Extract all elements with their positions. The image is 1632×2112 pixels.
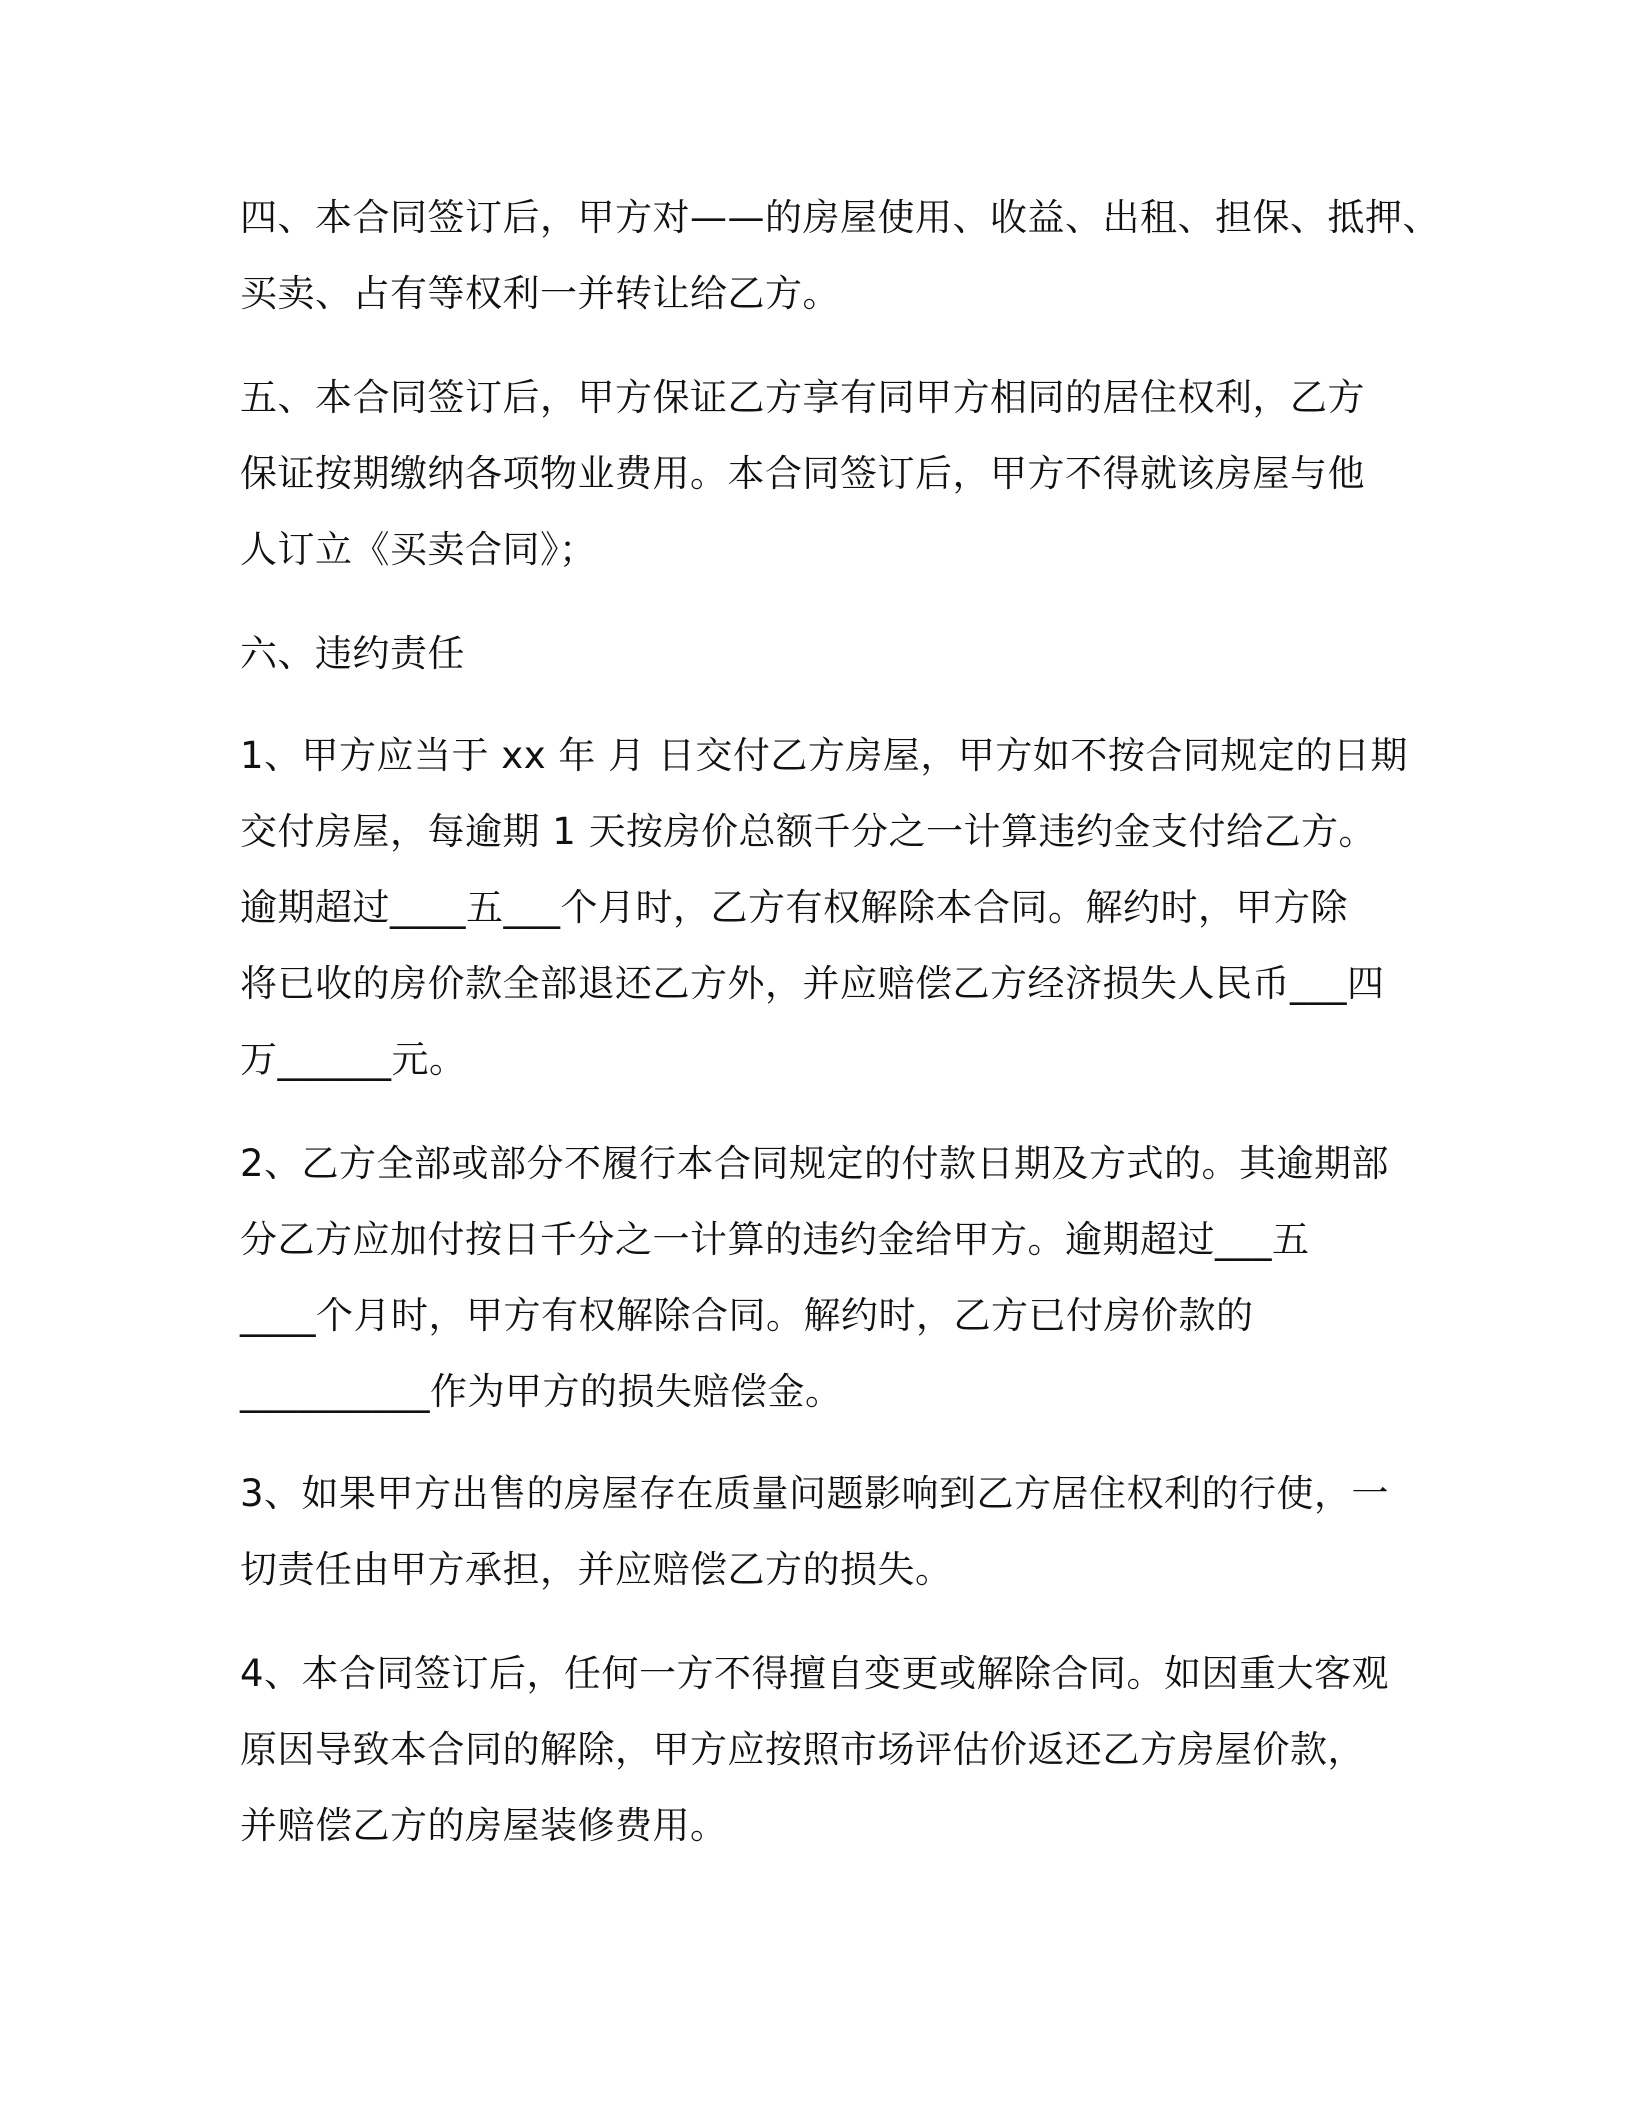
item-3-line-2: 切责任由甲方承担，并应赔偿乙方的损失。	[240, 1548, 953, 1591]
item-4-line-3: 并赔偿乙方的房屋装修费用。	[240, 1804, 728, 1847]
clause-4-line-1: 四、本合同签订后，甲方对——的房屋使用、收益、出租、担保、抵押、	[240, 196, 1440, 239]
item-1-line-1: 1、甲方应当于 xx 年 月 日交付乙方房屋，甲方如不按合同规定的日期	[240, 734, 1408, 777]
clause-5-line-3: 人订立《买卖合同》；	[240, 528, 597, 571]
item-4-line-2: 原因导致本合同的解除，甲方应按照市场评估价返还乙方房屋价款，	[240, 1728, 1365, 1771]
section-heading-breach: 六、违约责任	[240, 632, 465, 675]
item-1-line-3: 逾期超过____五___个月时，乙方有权解除本合同。解约时，甲方除	[240, 886, 1348, 929]
item-4-line-1: 4、本合同签订后，任何一方不得擅自变更或解除合同。如因重大客观	[240, 1652, 1390, 1695]
item-3-line-1: 3、如果甲方出售的房屋存在质量问题影响到乙方居住权利的行使，一	[240, 1472, 1390, 1515]
item-2-line-2: 分乙方应加付按日千分之一计算的违约金给甲方。逾期超过___五	[240, 1218, 1310, 1261]
item-2-line-1: 2、乙方全部或部分不履行本合同规定的付款日期及方式的。其逾期部	[240, 1142, 1390, 1185]
item-1-line-4: 将已收的房价款全部退还乙方外，并应赔偿乙方经济损失人民币___四	[240, 962, 1385, 1005]
item-1-line-5: 万______元。	[240, 1038, 467, 1081]
clause-5-line-1: 五、本合同签订后，甲方保证乙方享有同甲方相同的居住权利，乙方	[240, 376, 1365, 419]
clause-4-line-2: 买卖、占有等权利一并转让给乙方。	[240, 272, 840, 315]
clause-5-line-2: 保证按期缴纳各项物业费用。本合同签订后，甲方不得就该房屋与他	[240, 452, 1365, 495]
item-1-line-2: 交付房屋，每逾期 1 天按房价总额千分之一计算违约金支付给乙方。	[240, 810, 1377, 853]
item-2-line-4: __________作为甲方的损失赔偿金。	[240, 1370, 843, 1413]
item-2-line-3: ____个月时，甲方有权解除合同。解约时，乙方已付房价款的	[240, 1294, 1254, 1337]
